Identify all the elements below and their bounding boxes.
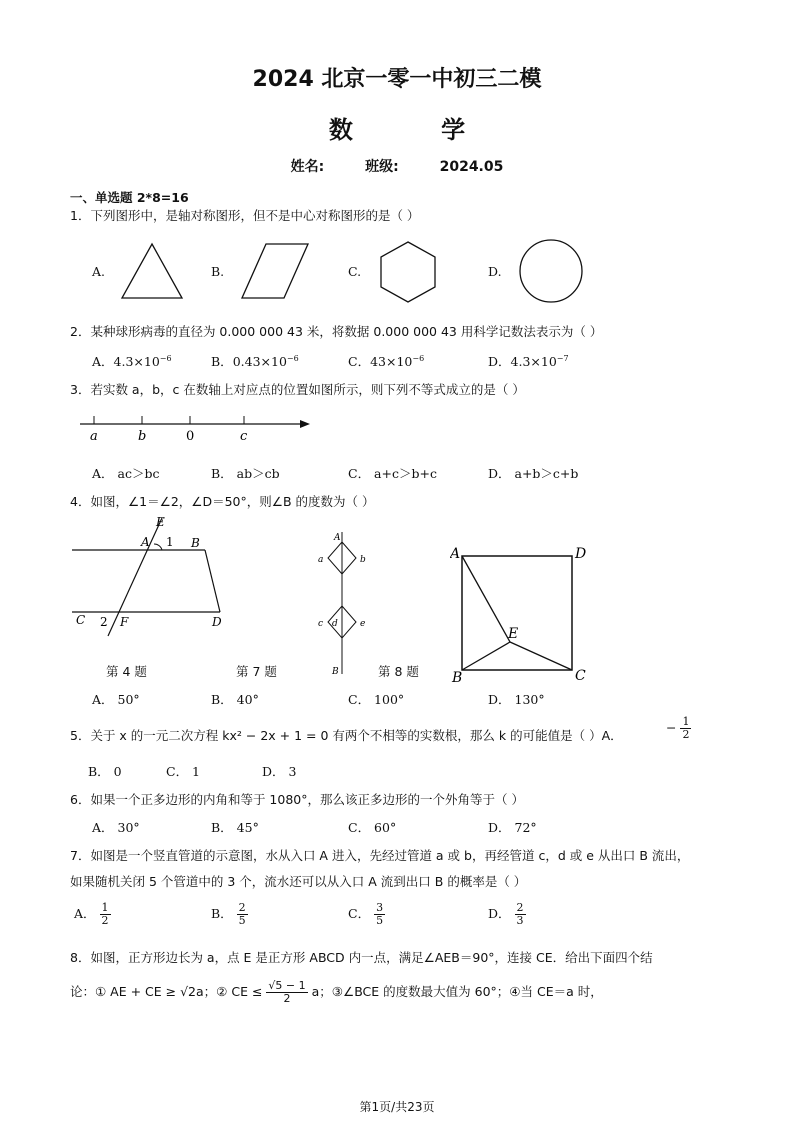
q4-option-b: B． 40° bbox=[211, 692, 259, 707]
figure-7-pipes bbox=[310, 528, 374, 678]
student-info-line bbox=[0, 156, 794, 176]
q7-option-d: D． $\frac{2}{3}$ bbox=[488, 901, 524, 927]
fig7-label-c: c bbox=[318, 619, 324, 629]
fig7-label-d: d bbox=[332, 619, 338, 629]
axis-label-b: b bbox=[138, 429, 147, 444]
fig7-label-b-exit: B bbox=[332, 667, 339, 677]
circle-shape bbox=[518, 238, 584, 304]
fig8-label-e: E bbox=[508, 626, 519, 642]
q3-option-a: A． ac＞bc bbox=[92, 466, 160, 481]
q4-option-c: C． 100° bbox=[348, 692, 405, 707]
q7-option-b: B． $\frac{2}{5}$ bbox=[211, 901, 246, 927]
fig4-label-b: B bbox=[191, 536, 200, 550]
q2-option-c: C．$43\times 10^{-6}$ bbox=[348, 353, 425, 369]
fig4-label-f: F bbox=[120, 615, 129, 629]
parallelogram-shape bbox=[240, 242, 310, 300]
axis-label-zero: 0 bbox=[186, 429, 195, 444]
q5-option-c: C． 1 bbox=[166, 764, 200, 779]
fig4-label-e: E bbox=[156, 515, 165, 529]
class-label: 班级: bbox=[365, 159, 399, 175]
fig8-label-b: B bbox=[452, 670, 463, 684]
q5-option-b: B． 0 bbox=[88, 764, 122, 779]
q1-option-b-label: B. bbox=[211, 264, 225, 279]
q6-option-d: D． 72° bbox=[488, 820, 537, 835]
fig8-label-c: C bbox=[575, 668, 586, 684]
fig8-label-d: D bbox=[575, 546, 587, 562]
caption-q4: 第 4 题 bbox=[106, 664, 147, 679]
q2-option-d: D．$4.3\times 10^{-7}$ bbox=[488, 353, 569, 369]
question-1-stem: 1．下列图形中，是轴对称图形，但不是中心对称图形的是（ ） bbox=[70, 208, 420, 223]
q7-option-c: C． $\frac{3}{5}$ bbox=[348, 901, 384, 927]
fig7-label-b: b bbox=[360, 555, 366, 565]
subject-title: 数 学 bbox=[328, 116, 506, 144]
question-8-line1: 8．如图，正方形边长为 a，点 E 是正方形 ABCD 内一点，满足∠AEB＝90°，连接 CE．给出下面四个结 bbox=[70, 950, 653, 965]
q1-option-a-label: A. bbox=[92, 264, 106, 279]
triangle-shape bbox=[120, 242, 184, 300]
fig4-label-c: C bbox=[76, 613, 86, 627]
question-5-stem: 5．关于 x 的一元二次方程 kx² − 2x + 1 = 0 有两个不相等的实数根，那么 k 的可能值是（ ）A． bbox=[70, 728, 623, 743]
q6-option-b: B． 45° bbox=[211, 820, 259, 835]
q5-option-d: D． 3 bbox=[262, 764, 297, 779]
q2-option-b: B．$0.43\times 10^{-6}$ bbox=[211, 353, 299, 369]
caption-q7: 第 7 题 bbox=[236, 664, 277, 679]
fig4-label-1: 1 bbox=[166, 535, 174, 549]
q6-option-c: C． 60° bbox=[348, 820, 397, 835]
q1-option-c-label: C. bbox=[348, 264, 362, 279]
name-label: 姓名: bbox=[290, 159, 325, 175]
q4-option-a: A． 50° bbox=[92, 692, 140, 707]
number-line-figure bbox=[76, 410, 316, 446]
fig7-label-e: e bbox=[360, 619, 366, 629]
question-8-line2: 论：① AE + CE ≥ √2a；② CE ≤ $\frac{√5 - 1}{2}$ a；③∠BCE 的度数最大值为 60°；④当 CE＝a 时， bbox=[70, 979, 603, 1005]
figure-8-square bbox=[450, 544, 598, 684]
q5-option-a-value: − $\frac{1}{2}$ bbox=[666, 715, 690, 741]
question-7-line2: 如果随机关闭 5 个管道中的 3 个，流水还可以从入口 A 流到出口 B 的概率是（ ） bbox=[70, 874, 527, 889]
fig7-label-a: a bbox=[318, 555, 324, 565]
fig7-label-a-entry: A bbox=[334, 533, 341, 543]
q1-option-d-label: D. bbox=[488, 264, 502, 279]
question-2-stem: 2．某种球形病毒的直径为 0.000 000 43 米，将数据 0.000 000 43 用科学记数法表示为（ ） bbox=[70, 324, 603, 339]
question-6-stem: 6．如果一个正多边形的内角和等于 1080°，那么该正多边形的一个外角等于（ ） bbox=[70, 792, 524, 807]
exam-title: 2024 北京一零一中初三二模 bbox=[252, 67, 542, 92]
page-number: 第1页/共23页 bbox=[359, 1100, 435, 1114]
q7-option-a: A． $\frac{1}{2}$ bbox=[74, 901, 109, 927]
fig4-label-d: D bbox=[212, 615, 222, 629]
fig4-label-2: 2 bbox=[100, 615, 108, 629]
axis-label-a: a bbox=[90, 429, 98, 444]
q3-option-d: D． a+b＞c+b bbox=[488, 466, 579, 481]
question-4-stem: 4．如图，∠1＝∠2，∠D＝50°，则∠B 的度数为（ ） bbox=[70, 494, 375, 509]
exam-date: 2024.05 bbox=[439, 159, 504, 175]
fig8-label-a: A bbox=[450, 546, 461, 562]
q4-option-d: D． 130° bbox=[488, 692, 545, 707]
q2-option-a: A．$4.3\times 10^{-6}$ bbox=[92, 353, 172, 369]
hexagon-shape bbox=[378, 240, 438, 304]
q3-option-c: C． a+c＞b+c bbox=[348, 466, 437, 481]
fig4-label-a: A bbox=[141, 535, 150, 549]
q6-option-a: A． 30° bbox=[92, 820, 140, 835]
caption-q8: 第 8 题 bbox=[378, 664, 419, 679]
axis-label-c: c bbox=[240, 429, 248, 444]
q3-option-b: B． ab＞cb bbox=[211, 466, 280, 481]
figure-4-trapezoid bbox=[70, 514, 240, 644]
question-3-stem: 3．若实数 a，b，c 在数轴上对应点的位置如图所示，则下列不等式成立的是（ ） bbox=[70, 382, 525, 397]
question-7-line1: 7．如图是一个竖直管道的示意图，水从入口 A 进入，先经过管道 a 或 b，再经管道 c，d 或 e 从出口 B 流出， bbox=[70, 848, 690, 863]
section-heading: 一、单选题 2*8=16 bbox=[70, 190, 189, 205]
